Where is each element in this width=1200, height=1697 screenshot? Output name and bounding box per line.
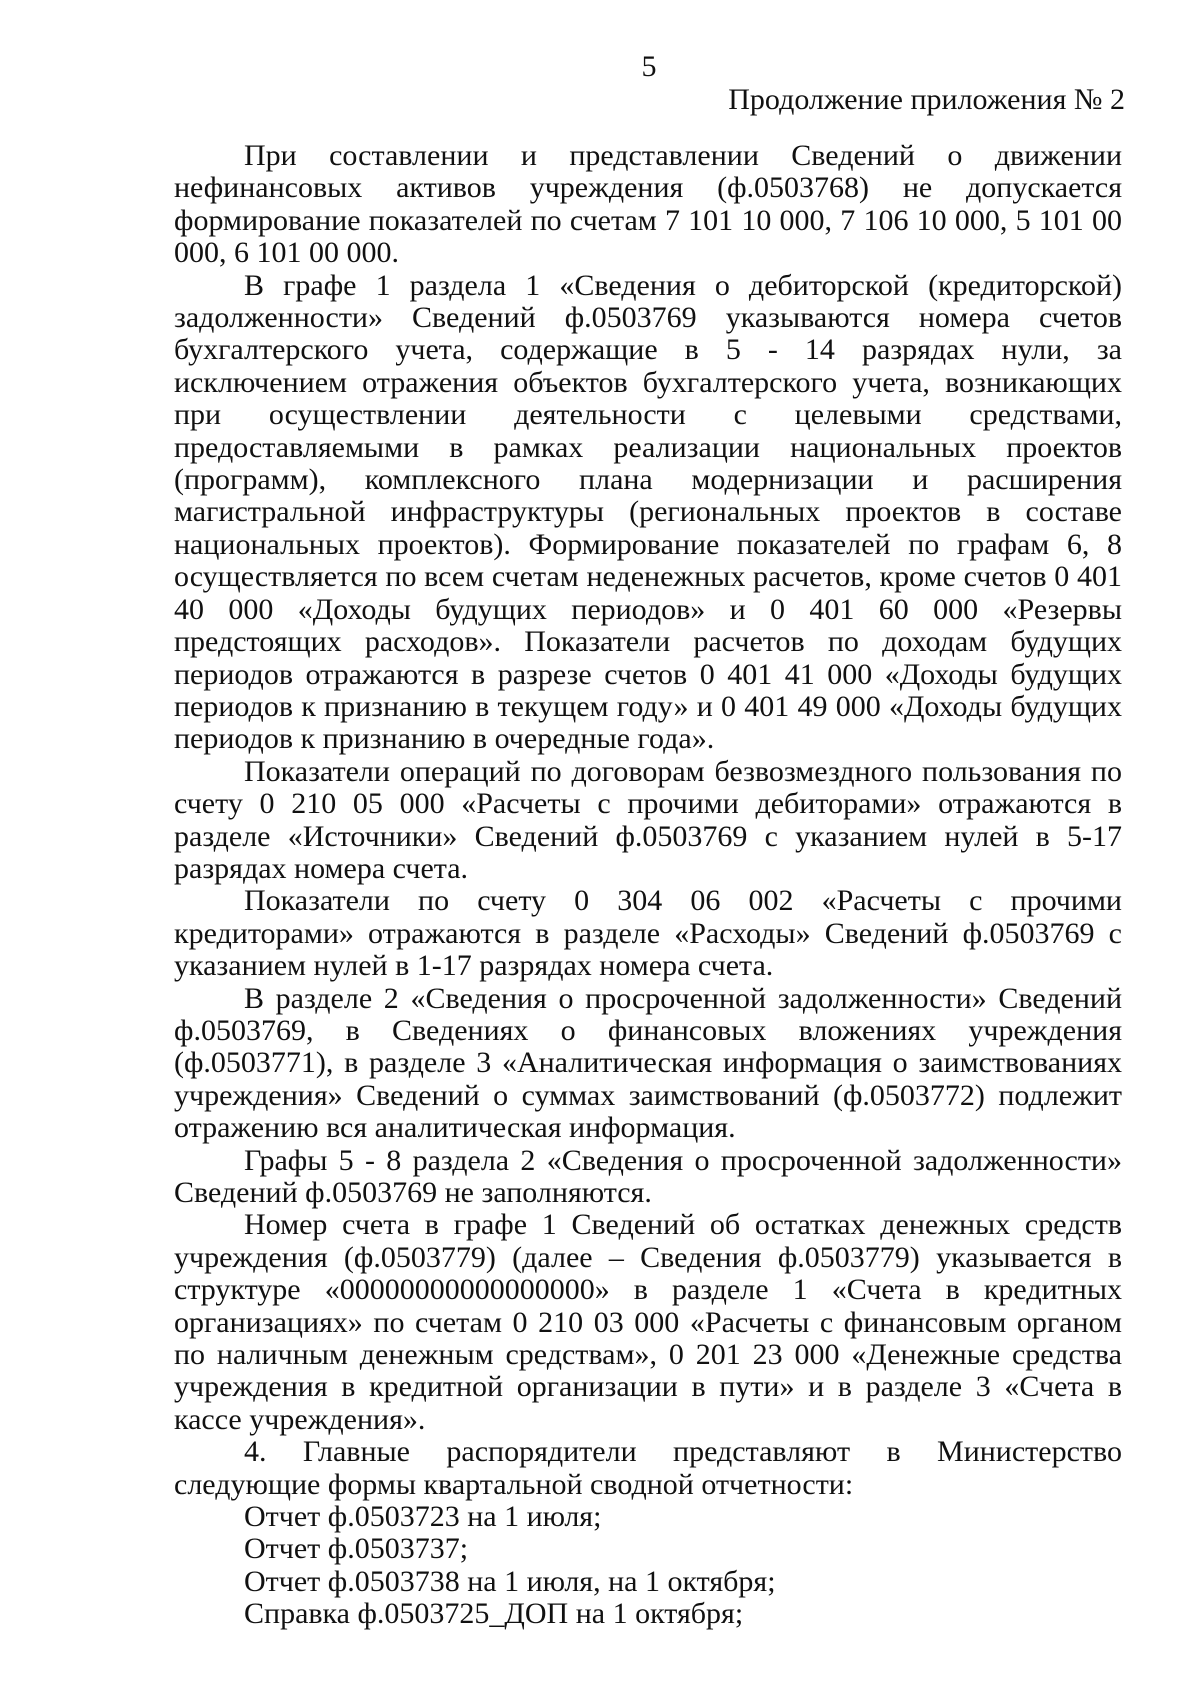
list-item-report-0503723: Отчет ф.0503723 на 1 июля; — [244, 1500, 602, 1534]
appendix-continuation-label: Продолжение приложения № 2 — [728, 83, 1125, 116]
paragraph-quarterly-reporting: 4. Главные распорядители представляют в Министерство следующие формы квартальной сводной отчетности: — [174, 1435, 1122, 1501]
document-body — [174, 140, 1122, 1631]
paragraph-other-creditors: Показатели по счету 0 304 06 002 «Расчеты с прочими кредиторами» отражаются в разделе «Расходы» Сведений ф.0503769 с указанием нулей в 1-17 разрядах номера счета. — [174, 884, 1122, 983]
page-number: 5 — [641, 50, 657, 83]
paragraph-columns-5-8: Графы 5 - 8 раздела 2 «Сведения о просроченной задолженности» Сведений ф.0503769 не заполняются. — [174, 1143, 1122, 1209]
paragraph-overdue-debt-section-2: В разделе 2 «Сведения о просроченной задолженности» Сведений ф.0503769, в Сведениях о финансовых вложениях учреждения (ф.0503771), в разделе 3 «Аналитическая информация о заимствованиях учреждения» Сведений о суммах заимствований (ф.0503772) подлежит отражению вся аналитическая информация. — [174, 981, 1122, 1145]
paragraph-debt-section-1: В графе 1 раздела 1 «Сведения о дебиторской (кредиторской) задолженности» Сведений ф.0503769 указываются номера счетов бухгалтерского учета, содержащие в 5 - 14 разрядах нули, за исключением отражения объектов бухгалтерского учета, возникающих при осуществлении деятельности с целевыми средствами, предоставляемыми в рамках реализации национальных проектов (программ), комплексного плана модернизации и расширения магистральной инфраструктуры (региональных проектов в составе национальных проектов). Формирование показателей по графам 6, 8 осуществляется по всем счетам неденежных расчетов, кроме счетов 0 401 40 000 «Доходы будущих периодов» и 0 401 60 000 «Резервы предстоящих расходов». Показатели расчетов по доходам будущих периодов отражаются в разрезе счетов 0 401 41 000 «Доходы будущих периодов к признанию в текущем году» и 0 401 49 000 «Доходы будущих периодов к признанию в очередные года». — [174, 268, 1122, 756]
paragraph-free-use-agreements: Показатели операций по договорам безвозмездного пользования по счету 0 210 05 000 «Расчеты с прочими дебиторами» отражаются в разделе «Источники» Сведений ф.0503769 с указанием нулей в 5-17 разрядах номера счета. — [174, 754, 1122, 885]
list-item-report-0503737: Отчет ф.0503737; — [244, 1532, 469, 1566]
paragraph-cash-balances: Номер счета в графе 1 Сведений об остатках денежных средств учреждения (ф.0503779) (далее – Сведения ф.0503779) указывается в структуре «00000000000000000» в разделе 1 «Счета в кредитных организациях» по счетам 0 210 03 000 «Расчеты с финансовым органом по наличным денежным средствам», 0 201 23 000 «Денежные средства учреждения в кредитной организации в пути» и в разделе 3 «Счета в кассе учреждения». — [174, 1208, 1122, 1436]
list-item-report-0503738: Отчет ф.0503738 на 1 июля, на 1 октября; — [244, 1564, 776, 1598]
list-item-reference-0503725: Справка ф.0503725_ДОП на 1 октября; — [244, 1597, 744, 1631]
paragraph-nonfinancial-assets: При составлении и представлении Сведений о движении нефинансовых активов учреждения (ф.0503768) не допускается формирование показателей по счетам 7 101 10 000, 7 106 10 000, 5 101 00 000, 6 101 00 000. — [174, 139, 1122, 270]
